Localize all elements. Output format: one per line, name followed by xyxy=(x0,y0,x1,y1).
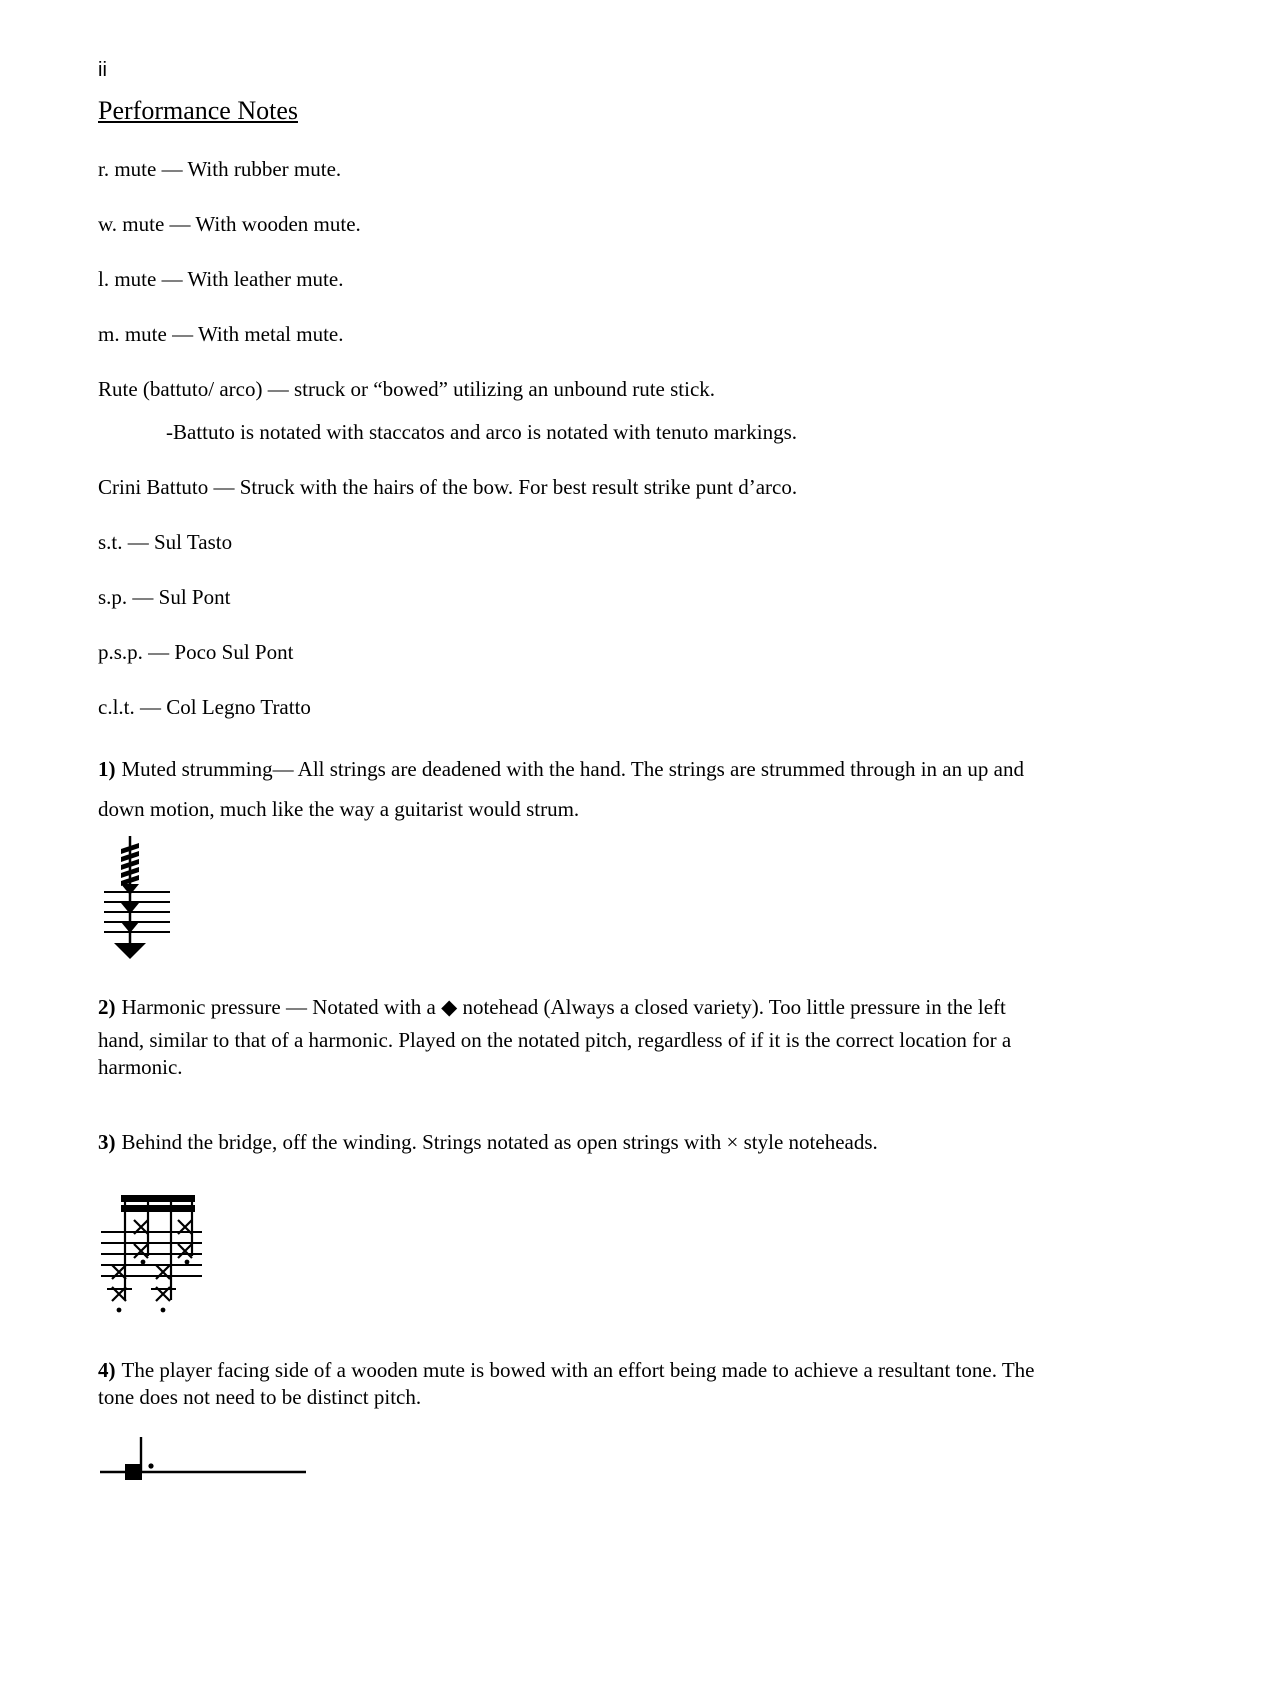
staccato-dot xyxy=(148,1463,153,1468)
staff-lines xyxy=(104,892,170,932)
item-1-text: Muted strumming— All strings are deadened with the hand. The strings are strummed through in an up and xyxy=(121,757,1024,781)
strum-arrowhead xyxy=(114,943,146,959)
numbered-item-2 xyxy=(98,987,1190,1081)
wooden-mute-notation-figure xyxy=(98,1427,318,1489)
item-1-number: 1) xyxy=(98,757,116,781)
definition-m-mute: m. mute — With metal mute. xyxy=(98,322,344,346)
definition-sul-tasto: s.t. — Sul Tasto xyxy=(98,530,233,554)
muted-strumming-notation-figure xyxy=(100,835,186,975)
definition-crini-battuto: Crini Battuto — Struck with the hairs of the bow. For best result strike punt d’arco. xyxy=(98,475,798,499)
item-2-text: Harmonic pressure — Notated with a ◆ notehead (Always a closed variety). Too little pressure in the left xyxy=(121,995,1006,1019)
item-2-line-2: hand, similar to that of a harmonic. Played on the notated pitch, regardless of if it is the correct location for a xyxy=(98,1028,1012,1052)
item-2-line-3: harmonic. xyxy=(98,1055,183,1079)
strum-squiggle xyxy=(121,843,139,886)
item-1-line-1 xyxy=(98,749,1190,789)
page-number: ii xyxy=(98,59,107,81)
definition-poco-sul-pont: p.s.p. — Poco Sul Pont xyxy=(98,640,294,664)
page-title: Performance Notes xyxy=(98,96,298,125)
definition-sul-pont: s.p. — Sul Pont xyxy=(98,585,231,609)
staccato-dots xyxy=(117,1260,190,1313)
definition-battuto-note: -Battuto is notated with staccatos and arco is notated with tenuto markings. xyxy=(166,420,798,444)
definition-col-legno-tratto: c.l.t. — Col Legno Tratto xyxy=(98,695,311,719)
definition-r-mute: r. mute — With rubber mute. xyxy=(98,157,342,181)
item-1-line-2: down motion, much like the way a guitarist would strum. xyxy=(98,797,580,821)
definition-rute: Rute (battuto/ arco) — struck or “bowed” utilizing an unbound rute stick. xyxy=(98,377,716,401)
definition-l-mute: l. mute — With leather mute. xyxy=(98,267,344,291)
numbered-item-3 xyxy=(98,1129,1190,1156)
definition-w-mute: w. mute — With wooden mute. xyxy=(98,212,361,236)
sixteenth-beams xyxy=(121,1195,195,1212)
numbered-item-4 xyxy=(98,1357,1190,1411)
x-noteheads-low xyxy=(112,1265,170,1301)
item-3-text: Behind the bridge, off the winding. Strings notated as open strings with × style noteheads. xyxy=(121,1130,878,1154)
behind-bridge-notation-figure xyxy=(98,1186,258,1321)
square-notehead xyxy=(125,1464,142,1480)
item-3-line-1 xyxy=(98,1129,1190,1156)
item-4-line-1 xyxy=(98,1357,1190,1384)
x-noteheads-high xyxy=(134,1220,192,1258)
item-2-number: 2) xyxy=(98,995,116,1019)
item-3-number: 3) xyxy=(98,1130,116,1154)
item-4-line-2: tone does not need to be distinct pitch. xyxy=(98,1385,422,1409)
item-4-text: The player facing side of a wooden mute is bowed with an effort being made to achieve a resultant tone. The xyxy=(121,1358,1035,1382)
item-2-line-1 xyxy=(98,987,1190,1027)
numbered-item-1 xyxy=(98,749,1190,829)
item-4-number: 4) xyxy=(98,1358,116,1382)
